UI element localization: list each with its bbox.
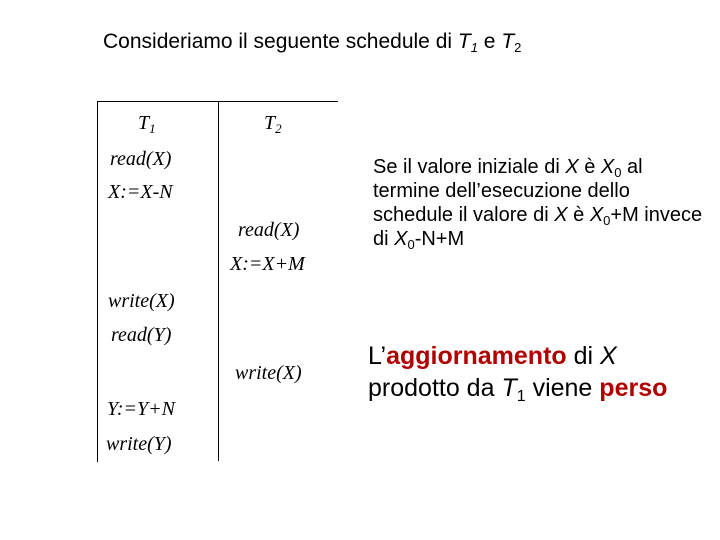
- t2-op-write-x: write(X): [235, 362, 302, 384]
- t1-op-read-x: read(X): [110, 148, 172, 170]
- t2-op-assign-x: X:=X+M: [230, 253, 305, 275]
- t1-op-assign-y: Y:=Y+N: [107, 398, 175, 420]
- t2-op-read-x: read(X): [238, 219, 300, 241]
- t1-op-read-y: read(Y): [111, 324, 172, 346]
- final-value-note: Se il valore iniziale di X è $X_0$ al termine dell’esecuzione dello schedule il valore di X è $X_0+M$ invece di $X_0-N+M$: [373, 156, 703, 252]
- schedule-header-t2: $T_2$: [264, 112, 282, 136]
- schedule-column-divider: [218, 101, 219, 461]
- schedule-header-t1: $T_1$: [138, 112, 156, 136]
- highlight-aggiornamento: aggiornamento: [386, 342, 567, 370]
- t1-op-assign-x: X:=X-N: [108, 181, 173, 203]
- t1-op-write-x: write(X): [108, 290, 175, 312]
- highlight-perso: perso: [599, 374, 668, 402]
- lost-update-note: L’aggiornamento di X prodotto da $T_1$ viene perso: [368, 342, 668, 405]
- slide-title: Consideriamo il seguente schedule di $T_1$ e $T_2$: [103, 30, 522, 55]
- t1-op-write-y: write(Y): [106, 433, 172, 455]
